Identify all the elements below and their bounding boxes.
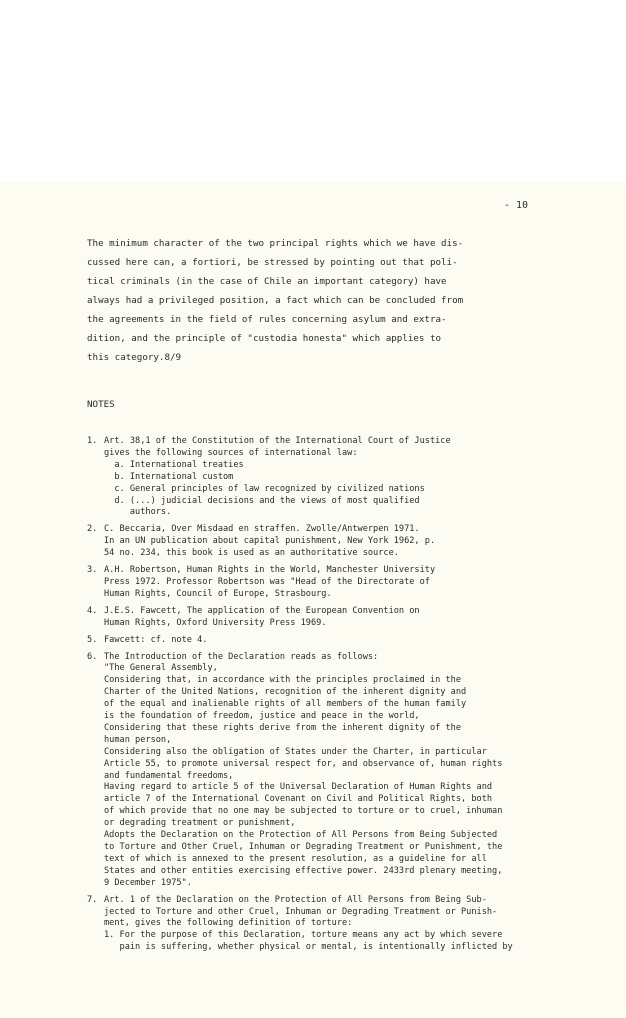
body-paragraph: The minimum character of the two principal rights which we have dis- cussed here can, a fortiori, be stressed by pointing out that poli- tical criminals (in the case of Chile an important category) have always had a privileged position, a fact which can be concluded from the agreements in the field of rules concerning asylum and extra- dition, and the principle of "custodia honesta" which applies to this category.8/9 bbox=[87, 238, 464, 363]
note-text: The Introduction of the Declaration reads as follows: "The General Assembly, Considering that, in accordance with the principles proclaimed in the Charter of the United Nations, recognition of the inherent dignity and of the equal and inalienable rights of all members of the human family is the foundation of freedom, justice and peace in the world, Considering that these rights derive from the inherent dignity of the human person, Considering also the obligation of States under the Charter, in particular Article 55, to promote universal respect for, and observance of, human rights and fundamental freedoms, Having regard to article 5 of the Universal Declaration of Human Rights and article 7 of the International Covenant on Civil and Political Rights, both of which provide that no one may be subjected to torture or to cruel, inhuman or degrading treatment or punishment, Adopts the Declaration on the Protection of All Persons from Being Subjected to Torture and Other Cruel, Inhuman or Degrading Treatment or Punishment, the text of which is annexed to the present resolution, as a guideline for all States and other entities exercising effective power. 2433rd plenary meeting, 9 December 1975". bbox=[104, 651, 503, 888]
note-item bbox=[87, 524, 577, 560]
note-item bbox=[87, 635, 577, 647]
note-text: C. Beccaria, Over Misdaad en straffen. Zwolle/Antwerpen 1971. In an UN publication about capital punishment, New York 1962, p. 54 no. 234, this book is used as an authoritative source. bbox=[104, 524, 436, 559]
note-text: Fawcett: cf. note 4. bbox=[104, 634, 208, 645]
note-item bbox=[87, 652, 577, 890]
note-text: J.E.S. Fawcett, The application of the European Convention on Human Rights, Oxford University Press 1969. bbox=[104, 605, 420, 628]
note-number: 7. bbox=[87, 894, 98, 905]
note-number: 6. bbox=[87, 651, 98, 662]
note-item bbox=[87, 606, 577, 630]
note-number: 4. bbox=[87, 605, 98, 616]
notes-heading: NOTES bbox=[87, 399, 115, 410]
note-text: Art. 1 of the Declaration on the Protection of All Persons from Being Sub- jected to Torture and other Cruel, Inhuman or Degrading Treatment or Punish- ment, gives the following definition of torture: 1. For the purpose of this Declaration, torture means any act by which severe pain is suffering, whether physical or mental, is intentionally inflicted by bbox=[104, 894, 513, 953]
note-number: 3. bbox=[87, 565, 98, 576]
note-number: 2. bbox=[87, 524, 98, 535]
note-item bbox=[87, 436, 577, 519]
note-item bbox=[87, 565, 577, 601]
notes-list bbox=[87, 436, 577, 959]
note-number: 5. bbox=[87, 634, 98, 645]
note-text: Art. 38,1 of the Constitution of the International Court of Justice gives the following sources of international law: a. International treaties b. International custom c. General principles of law recognized by civilized nations d. (...) judicial decisions and the views of most qualified authors. bbox=[104, 436, 451, 518]
page-number: - 10 bbox=[504, 200, 529, 211]
note-item bbox=[87, 895, 577, 955]
note-text: A.H. Robertson, Human Rights in the World, Manchester University Press 1972. Professor Robertson was "Head of the Directorate of Human Rights, Council of Europe, Strasbourg. bbox=[104, 565, 436, 599]
note-number: 1. bbox=[87, 436, 98, 446]
